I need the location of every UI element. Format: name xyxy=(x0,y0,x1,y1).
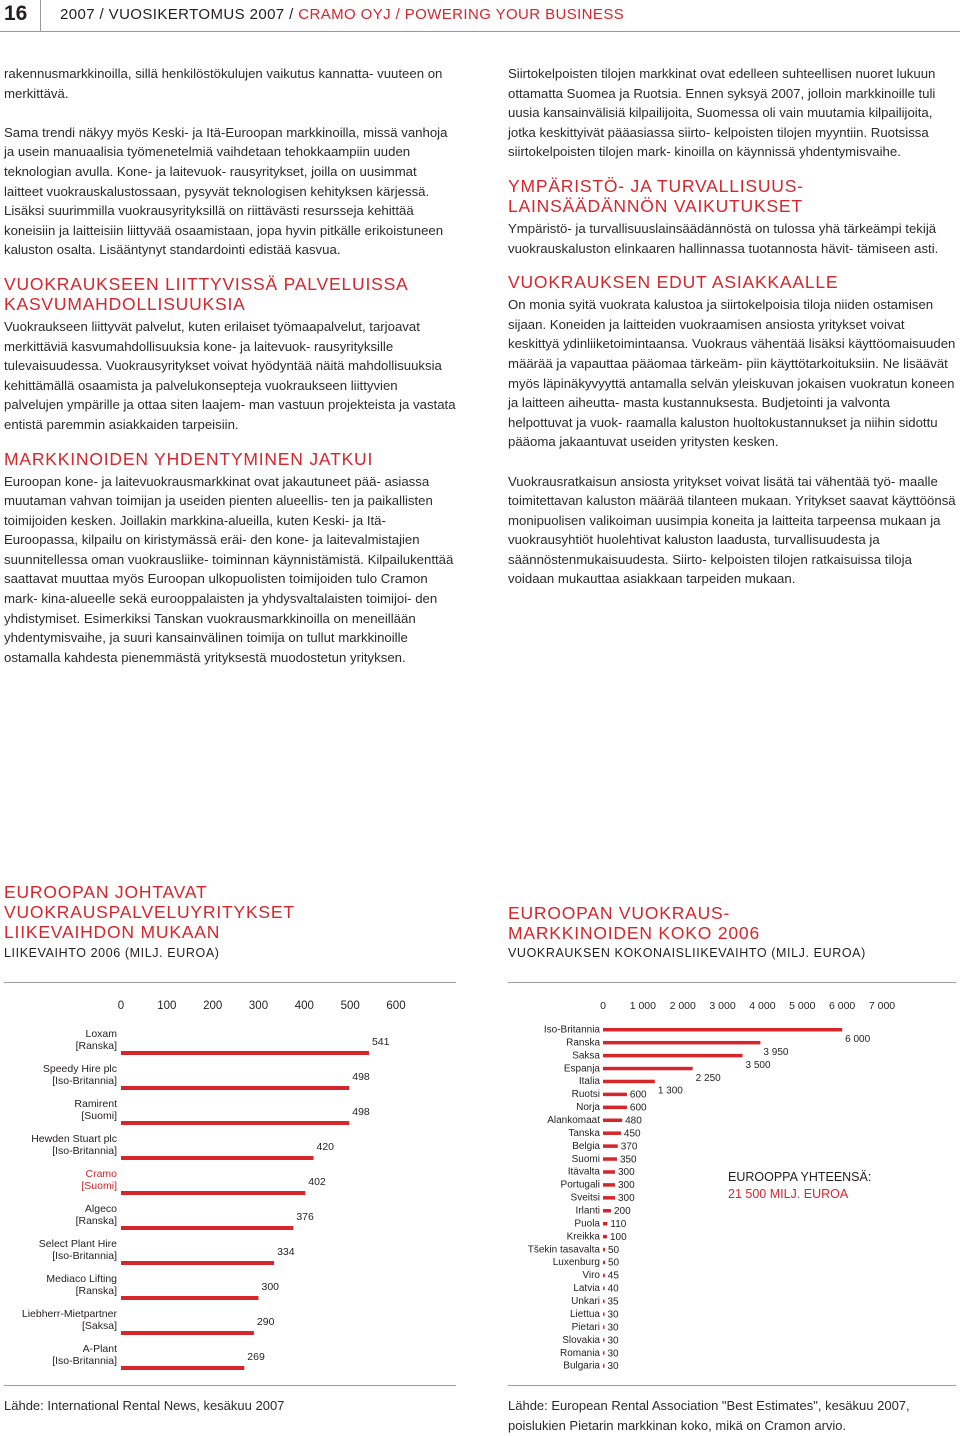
chart2-country-label: Espanja xyxy=(563,1063,600,1075)
chart2-country-label: Romania xyxy=(559,1347,600,1359)
chart2-bar xyxy=(603,1093,627,1097)
chart2-total-value: 21 500 MILJ. EUROA xyxy=(728,1187,849,1201)
chart2-value-label: 450 xyxy=(623,1128,641,1140)
heading-benefits: VUOKRAUKSEN EDUT ASIAKKAALLE xyxy=(508,272,839,293)
chart2-country-label: Ranska xyxy=(566,1037,600,1049)
chart1-company-name: Ramirent xyxy=(74,1098,117,1110)
chart2-bar xyxy=(603,1183,615,1187)
chart2-svg xyxy=(508,983,956,1387)
chart2-country-label: Itävalta xyxy=(567,1166,600,1178)
chart2-bar xyxy=(603,1054,743,1058)
chart2-value-label: 300 xyxy=(617,1180,635,1192)
chart2-value-label: 110 xyxy=(610,1218,627,1230)
chart2-value-label: 300 xyxy=(617,1193,635,1205)
chart2-value-label: 1 300 xyxy=(657,1085,683,1097)
chart2-country-label: Bulgaria xyxy=(563,1360,600,1372)
chart2-country-label: Alankomaat xyxy=(547,1115,600,1127)
chart2-value-label: 3 950 xyxy=(763,1046,789,1058)
chart2-bar xyxy=(603,1209,611,1213)
benefits-paragraph-2: Vuokrausratkaisun ansiosta yritykset voivat lisätä tai vähentää työ- maalle toimitettavan kaluston määrää tilanteen mukaan. Yritykset saavat käyttöönsä monipuolisen valikoiman uusimpia koneita ja laitteita tarpeensa mukaan ja vuokrausyhtiöt huolehtivat kaluston laadusta, turvallisuudesta ja säännöstenmukaisuudesta. Siirto- kelpoisten tilojen ratkaisuissa tiloja voidaan mukauttaa asiakkaan tarpeiden mukaan. xyxy=(508,473,956,587)
chart2-country-label: Luxenburg xyxy=(552,1257,600,1269)
chart2-value-label: 200 xyxy=(613,1206,631,1218)
heading-services: VUOKRAUKSEEN LIITTYVISSÄ PALVELUISSA KASVUMAHDOLLISUUKSIA xyxy=(4,273,408,314)
chart2-tick-label: 3 000 xyxy=(709,1000,736,1012)
chart1-bar xyxy=(121,1156,314,1160)
chart2-tick-label: 7 000 xyxy=(868,1000,896,1012)
chart2-title: EUROOPAN VUOKRAUS- MARKKINOIDEN KOKO 2006 xyxy=(508,903,760,943)
chart2-value-label: 35 xyxy=(607,1296,619,1308)
chart2-tick-label: 2 000 xyxy=(669,1000,696,1012)
chart2-value-label: 600 xyxy=(629,1102,647,1114)
chart1-value-label: 269 xyxy=(247,1351,265,1363)
chart2-value-label: 3 500 xyxy=(745,1059,771,1071)
chart2-bar xyxy=(603,1312,605,1316)
chart1-tick-label: 100 xyxy=(157,1000,177,1012)
chart1-source: Lähde: International Rental News, kesäkuu 2007 xyxy=(4,1398,285,1413)
chart2-country-label: Tanska xyxy=(568,1127,600,1139)
chart2-bar xyxy=(603,1041,760,1045)
chart2-value-label: 300 xyxy=(617,1167,635,1179)
chart2-bar xyxy=(603,1261,605,1265)
chart2-bar xyxy=(603,1351,605,1355)
chart2-country-label: Viro xyxy=(582,1270,600,1282)
chart2-value-label: 480 xyxy=(625,1115,642,1127)
chart1-tick-label: 500 xyxy=(340,1000,360,1012)
chart2-bar xyxy=(603,1222,607,1226)
chart2-country-label: Unkari xyxy=(571,1296,600,1308)
chart2-value-label: 600 xyxy=(629,1089,647,1101)
chart2-country-label: Ruotsi xyxy=(571,1089,600,1101)
chart1-frame xyxy=(4,982,456,1386)
chart1-company-country: [Saksa] xyxy=(81,1320,117,1332)
chart1-svg xyxy=(4,983,456,1387)
chart2-country-label: Liettua xyxy=(569,1308,600,1320)
chart2-bar xyxy=(603,1170,615,1174)
chart2-bar xyxy=(603,1131,621,1135)
chart1-value-label: 498 xyxy=(352,1106,370,1118)
right-text-column xyxy=(508,64,956,589)
chart1-value-label: 420 xyxy=(316,1141,335,1153)
chart1-value-label: 541 xyxy=(371,1036,390,1048)
chart1-tick-label: 300 xyxy=(248,1000,269,1012)
chart1-company-name: Hewden Stuart plc xyxy=(31,1133,117,1145)
chart1-company-country: [Ranska] xyxy=(75,1215,117,1227)
chart1-bar xyxy=(121,1296,259,1300)
chart2-tick-label: 1 000 xyxy=(629,1000,656,1012)
page-header xyxy=(0,0,960,32)
chart2-country-label: Kreikka xyxy=(566,1231,600,1243)
chart2-country-label: Latvia xyxy=(573,1283,600,1295)
chart2-value-label: 30 xyxy=(607,1335,619,1347)
chart2-value-label: 2 250 xyxy=(695,1072,721,1084)
chart1-company-country: [Iso-Britannia] xyxy=(52,1145,117,1157)
chart2-source-line-1: Lähde: European Rental Association "Best Estimates", kesäkuu 2007, xyxy=(508,1398,910,1413)
chart1-bar xyxy=(121,1121,349,1125)
chart2-country-label: Puola xyxy=(574,1218,600,1230)
chart2-country-label: Italia xyxy=(578,1076,600,1088)
chart2-country-label: Irlanti xyxy=(575,1205,600,1217)
chart2-bar xyxy=(603,1338,605,1342)
heading-environment: YMPÄRISTÖ- JA TURVALLISUUS- LAINSÄÄDÄNNÖN VAIKUTUKSET xyxy=(508,175,804,216)
chart2-country-label: Slovakia xyxy=(562,1334,600,1346)
chart1-bar xyxy=(121,1051,369,1055)
chart2-country-label: Norja xyxy=(576,1102,600,1114)
chart2-country-label: Saksa xyxy=(572,1050,600,1062)
chart1-company-name: Loxam xyxy=(85,1028,117,1040)
chart1-company-name: Speedy Hire plc xyxy=(42,1063,117,1075)
chart2-country-label: Portugali xyxy=(560,1179,600,1191)
services-paragraph: Vuokraukseen liittyvät palvelut, kuten erilaiset työmaapalvelut, tarjoavat merkittäviä kasvumahdollisuuksia kone- ja laitevuok- rausyrityksille tulevaisuudessa. Vuokrausyritykset voivat hyödyntää näitä mahdollisuuksia kehittämällä osaamista ja palvelukonsepteja vuokraukseen liittyvien palvelujen ympärille ja ottaa siten laajem- man vastuun projekteista ja vastata entistä paremmin asiakkaiden tarpeisiin. xyxy=(4,318,456,432)
left-paragraph-1: rakennusmarkkinoilla, sillä henkilöstökulujen vaikutus kannatta- vuuteen on merkittävä. xyxy=(4,66,443,101)
chart1-tick-label: 400 xyxy=(294,1000,314,1012)
chart2-value-label: 30 xyxy=(607,1322,619,1334)
chart2-tick-label: 5 000 xyxy=(789,1000,816,1012)
chart1-bar xyxy=(121,1331,254,1335)
market-paragraph: Euroopan kone- ja laitevuokrausmarkkinat ovat jakautuneet pää- asiassa muutaman vahvan toimijan ja useiden pienten alueellis- ten ja paikallisten toimijoiden kesken. Joillakin markkina-alueilla, kuten Keski- ja Itä-Euroopassa, kilpailu on kiristymässä eräi- den kone- ja laitevalmistajien suunnitellessa oman vuokrausliike- toiminnan käynnistämistä. Kilpailukenttää saattavat muuttaa myös Euroopan ulkopuolisten toimijoiden tulo Cramon mark- kina-alueelle sekä eurooppalaisten ja yhdysvaltalaisten toimijoi- den yhdistymiset. Esimerkiksi Tanskan vuokrausmarkkinoilla on meneillään yhdentymisvaihe, ja suuri kansainvälinen toimija on tullut markkinoille ostamalla kahdesta pienemmästä yrityksestä muodostetun yrityksen. xyxy=(4,473,454,665)
chart2-country-label: Belgia xyxy=(572,1140,600,1152)
chart1-subtitle: LIIKEVAIHTO 2006 (MILJ. EUROA) xyxy=(4,946,220,960)
chart2-tick-label: 4 000 xyxy=(749,1000,776,1012)
chart1-bar xyxy=(121,1226,293,1230)
chart1-title: EUROOPAN JOHTAVAT VUOKRAUSPALVELUYRITYKSET LIIKEVAIHDON MUKAAN xyxy=(4,882,295,942)
chart2-value-label: 30 xyxy=(607,1361,619,1373)
chart2-value-label: 30 xyxy=(607,1309,619,1321)
running-title-black: 2007 / VUOSIKERTOMUS 2007 / xyxy=(60,6,299,23)
chart2-value-label: 30 xyxy=(607,1348,619,1360)
chart2-country-label: Tšekin tasavalta xyxy=(527,1244,600,1256)
chart2-bar xyxy=(603,1196,615,1200)
chart2-value-label: 100 xyxy=(609,1231,627,1243)
chart2-value-label: 40 xyxy=(607,1283,619,1295)
chart1-company-country: [Suomi] xyxy=(81,1180,117,1192)
chart1-value-label: 376 xyxy=(296,1211,314,1223)
chart2-total-label: EUROOPPA YHTEENSÄ: xyxy=(728,1170,872,1184)
chart1-tick-label: 600 xyxy=(386,1000,406,1012)
chart2-bar xyxy=(603,1248,605,1252)
chart2-tick-label: 0 xyxy=(600,1000,606,1012)
chart2-value-label: 50 xyxy=(607,1244,620,1256)
chart1-tick-label: 0 xyxy=(117,1000,125,1012)
left-text-column xyxy=(4,64,456,667)
chart2-bar xyxy=(603,1028,842,1032)
chart1-company-country: [Iso-Britannia] xyxy=(52,1075,117,1087)
left-paragraph-2: Sama trendi näkyy myös Keski- ja Itä-Euroopan markkinoilla, missä vanhoja ja usein manuaalisia työmenetelmiä vaihdetaan tehokkaampiin uuden teknologian avulla. Kone- ja laitevuok- rausyritykset, joilla on uusimmat laitteet vuokrauskalustossaan, pysyvät teknologisen kehityksen kärjessä. Lisäksi suurimmilla vuokrausyrityksillä on riittävästi resursseja kehittää koneisiin ja laitteisiin liittyvää osaamistaan, jopa hyvin pitkälle erikoistuneen kaluston osalta. Lisääntynyt standardointi edistää kasvua. xyxy=(4,124,448,258)
chart1-value-label: 334 xyxy=(277,1246,295,1258)
chart2-bar xyxy=(603,1080,655,1084)
heading-market-integration: MARKKINOIDEN YHDENTYMINEN JATKUI xyxy=(4,448,374,469)
running-title-red: CRAMO OYJ / POWERING YOUR BUSINESS xyxy=(298,6,625,23)
chart2-value-label: 50 xyxy=(607,1257,620,1269)
chart2-value-label: 370 xyxy=(620,1141,638,1153)
chart2-bar xyxy=(603,1325,605,1329)
chart1-bar xyxy=(121,1086,349,1090)
chart2-subtitle: VUOKRAUKSEN KOKONAISLIIKEVAIHTO (MILJ. EUROA) xyxy=(508,946,866,960)
benefits-paragraph-1: On monia syitä vuokrata kalustoa ja siirtokelpoisia tiloja niiden ostamisen sijaan. Koneiden ja laitteiden vuokraamisen ansiosta yritykset voivat keskittyä ydinliiketoimintaansa. Vuokraus vähentää lisäksi käyttöomaisuuden määrää ja vapauttaa pääomaa tärkeäm- piin käyttötarkoituksiin. Ne lisäävät myös läpinäkyvyyttä antamalla selvän yleiskuvan jokaisen vuokratun koneen ja laitteen aiheutta- masta kustannuksesta. Budjetointi ja valvonta helpottuvat ja vuok- raamalla kaluston huoltokustannukset ja niihin sidottu pääoma jakaantuvat useiden yritysten kesken. xyxy=(508,297,956,450)
environment-paragraph: Ympäristö- ja turvallisuuslainsäädännöstä on tulossa yhä tärkeämpi tekijä vuokrauskaluston elinkaaren hallinnassa tuotannosta hävit- tämiseen asti. xyxy=(508,220,939,256)
page-number: 16 xyxy=(4,2,28,25)
chart2-bar xyxy=(603,1300,605,1304)
chart2-bar xyxy=(603,1364,605,1368)
chart2-bar xyxy=(603,1106,627,1110)
chart2-bar xyxy=(603,1274,605,1278)
chart1-company-name: Liebherr-Mietpartner xyxy=(21,1308,117,1320)
chart2-source-line-2: poislukien Pietarin markkinan koko, mikä on Cramon arvio. xyxy=(508,1418,847,1433)
chart1-value-label: 290 xyxy=(256,1316,275,1328)
chart2-value-label: 45 xyxy=(607,1270,619,1282)
chart2-value-label: 350 xyxy=(619,1154,637,1166)
chart1-tick-label: 200 xyxy=(203,1000,223,1012)
chart1-bar xyxy=(121,1191,305,1195)
chart1-bar xyxy=(121,1366,244,1370)
chart1-company-country: [Iso-Britannia] xyxy=(52,1355,117,1367)
chart2-country-label: Suomi xyxy=(571,1153,600,1165)
chart1-company-name: Cramo xyxy=(85,1168,117,1180)
chart1-value-label: 402 xyxy=(308,1176,326,1188)
header-divider xyxy=(40,0,41,32)
chart2-source xyxy=(508,1396,910,1436)
chart2-bar xyxy=(603,1144,618,1148)
chart1-company-country: [Suomi] xyxy=(81,1110,117,1122)
chart1-value-label: 498 xyxy=(352,1071,370,1083)
chart1-value-label: 300 xyxy=(261,1281,280,1293)
chart2-country-label: Sveitsi xyxy=(570,1192,600,1204)
chart1-bar xyxy=(121,1261,274,1265)
chart2-bar xyxy=(603,1067,693,1071)
chart2-bar xyxy=(603,1287,605,1291)
chart2-bar xyxy=(603,1235,607,1239)
right-paragraph-1: Siirtokelpoisten tilojen markkinat ovat edelleen suhteellisen nuoret lukuun ottamatta Suomea ja Ruotsia. Ennen syksyä 2007, jolloin markkinoille tuli uusia kansainvälisiä kilpailijoita, Suomessa oli vain muutamia kilpailijoita, jotka keskittyivät pääasiassa siirto- kelpoisten tilojen myyntiin. Ruotsissa siirtokelpoisten tilojen mark- kinoilla on käynnissä yhdentymisvaihe. xyxy=(508,66,936,160)
chart2-bar xyxy=(603,1157,617,1161)
running-title xyxy=(60,6,624,23)
chart1-company-country: [Ranska] xyxy=(75,1040,117,1052)
chart1-company-name: Mediaco Lifting xyxy=(46,1273,117,1285)
chart2-country-label: Pietari xyxy=(571,1321,600,1333)
chart1-company-name: A-Plant xyxy=(82,1343,117,1355)
chart1-company-country: [Iso-Britannia] xyxy=(52,1250,117,1262)
chart1-company-name: Select Plant Hire xyxy=(38,1238,117,1250)
chart1-company-country: [Ranska] xyxy=(75,1285,117,1297)
chart2-frame xyxy=(508,982,956,1386)
chart2-country-label: Iso-Britannia xyxy=(543,1024,600,1036)
chart1-company-name: Algeco xyxy=(84,1203,117,1215)
chart2-value-label: 6 000 xyxy=(845,1034,871,1045)
chart2-tick-label: 6 000 xyxy=(829,1000,856,1012)
chart2-bar xyxy=(603,1119,622,1123)
